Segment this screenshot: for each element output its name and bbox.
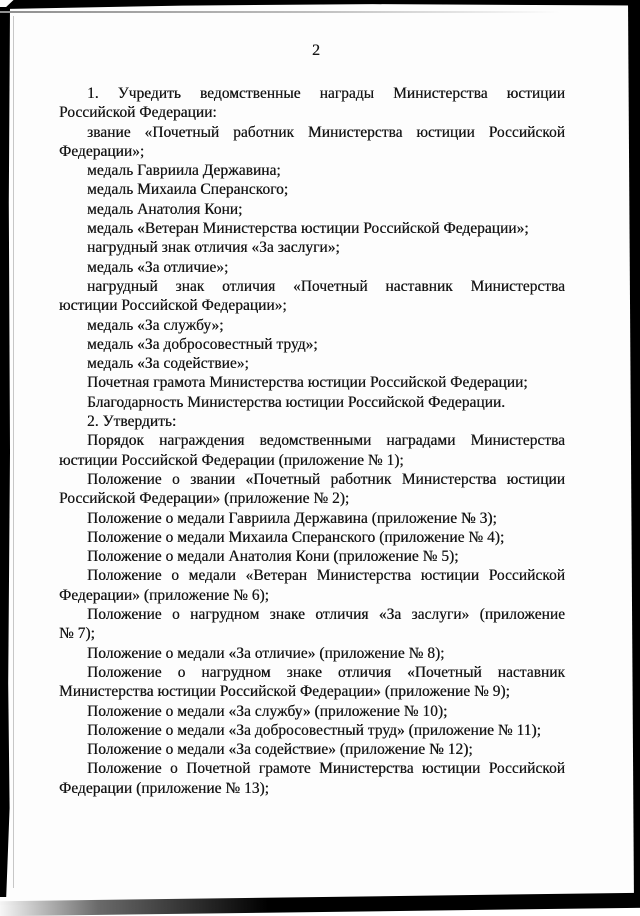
text-line: Положение о нагрудном знаке отличия «Почетный наставник [87,663,565,681]
text-line: юстиции Российской Федерации (приложение № 1); [59,451,404,469]
text-line: медаль «За службу»; [87,316,224,334]
text-line: Положение о медали «Ветеран Министерства юстиции Российской [87,567,565,585]
text-line: Положение о нагрудном знаке отличия «За заслуги» (приложение [87,606,565,624]
scan-fold-line [0,11,560,13]
text-line: медаль Гавриила Державина; [87,162,281,180]
text-line: Положение о медали «За содействие» (приложение № 12); [87,741,473,759]
scan-edge-right [628,0,640,905]
text-line: Российской Федерации» (приложение № 2); [59,490,350,508]
text-line: Министерства юстиции Российской Федерации» (приложение № 9); [59,683,510,701]
text-line: Положение о медали «За службу» (приложение № 10); [87,702,448,720]
text-line: Российской Федерации: [59,104,217,122]
text-line: медаль «За добросовестный труд»; [87,335,318,353]
text-line: медаль «За содействие»; [87,355,249,373]
scan-edge-top [4,0,640,9]
text-line: 2. Утвердить: [87,413,177,431]
text-line: Положение о медали «За отличие» (приложение № 8); [87,644,445,662]
text-line: медаль Михаила Сперанского; [87,181,289,199]
page-number: 2 [312,42,320,59]
text-line: медаль Анатолия Кони; [87,200,243,218]
text-line: Порядок награждения ведомственными наградами Министерства [87,432,565,450]
text-line: медаль «Ветеран Министерства юстиции Российской Федерации»; [87,220,529,238]
text-line: звание «Почетный работник Министерства юстиции Российской [87,123,565,141]
text-line: Благодарность Министерства юстиции Российской Федерации. [87,393,506,411]
scan-edge-left [0,7,10,897]
text-line: № 7); [59,625,95,643]
scan-edge-bottom [0,893,640,916]
text-line: Положение о медали «За добросовестный труд» (приложение № 11); [87,721,541,739]
text-line: Положение о медали Гавриила Державина (приложение № 3); [87,509,497,527]
document-body [59,84,565,798]
text-line: Федерации»; [59,142,145,160]
text-line: Федерации (приложение № 13); [59,779,269,797]
text-line: Положение о медали Михаила Сперанского (приложение № 4); [87,528,505,546]
text-line: юстиции Российской Федерации»; [59,297,287,315]
page-edge-shadow [13,16,14,888]
text-line: медаль «За отличие»; [87,258,229,276]
text-line: нагрудный знак отличия «Почетный наставник Министерства [87,277,565,295]
text-line: Федерации» (приложение № 6); [59,586,269,604]
text-line: Положение о Почетной грамоте Министерства юстиции Российской [87,760,565,778]
text-line: Положение о звании «Почетный работник Министерства юстиции [87,470,565,488]
text-line: 1. Учредить ведомственные награды Министерства юстиции [87,85,565,102]
text-line: нагрудный знак отличия «За заслуги»; [87,239,340,257]
text-line: Положение о медали Анатолия Кони (приложение № 5); [87,548,459,566]
text-line: Почетная грамота Министерства юстиции Российской Федерации; [87,374,528,392]
